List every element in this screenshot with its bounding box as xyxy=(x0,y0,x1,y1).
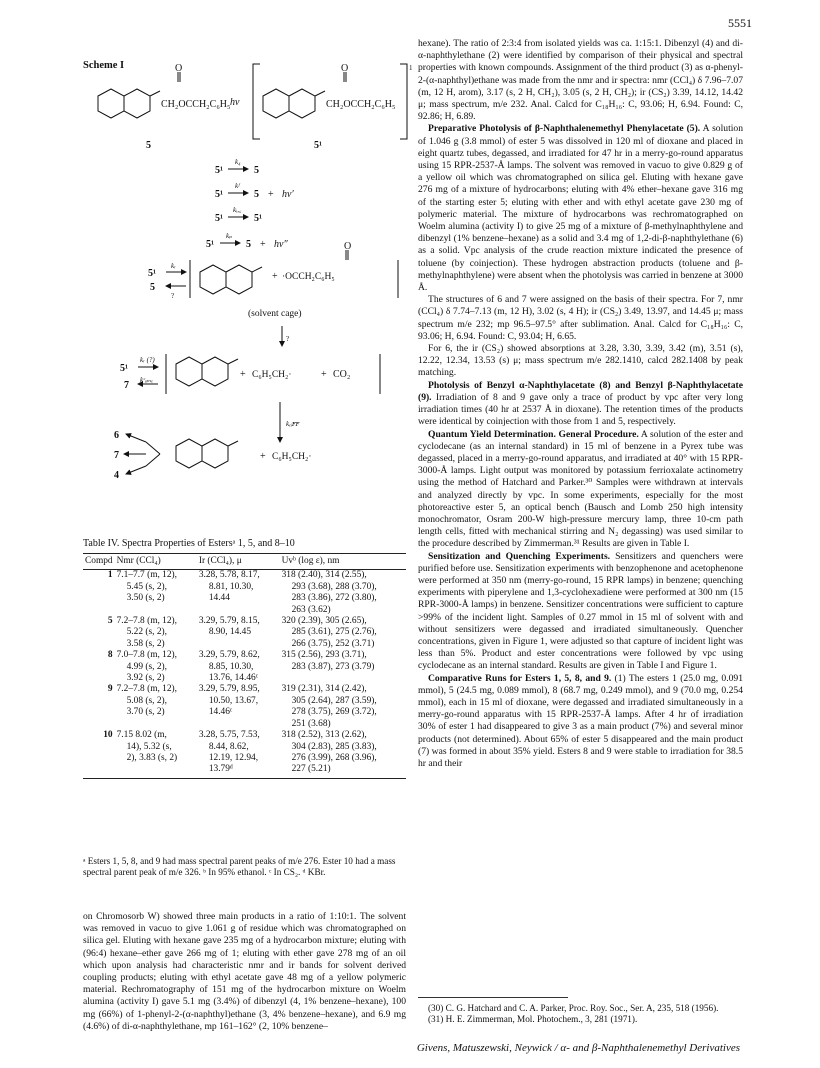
product-7: 7 xyxy=(114,450,119,461)
product-4: 4 xyxy=(114,470,119,481)
uv-cell: 319 (2.31), 314 (2.42), 305 (2.64), 287 (3.59), 278 (3.75), 269 (3.72), 251 (3.68) xyxy=(281,684,377,729)
col-header: Ir (CCl₄), μ xyxy=(197,554,280,570)
eq1-rate: k₄ xyxy=(235,158,241,166)
reaction-scheme xyxy=(78,62,413,517)
col-header: Nmr (CCl₄) xyxy=(115,554,197,570)
paragraph: Photolysis of Benzyl α-Naphthylacetate (8) and Benzyl β-Naphthylacetate (9). Irradiation of 8 and 9 gave only a trace of product by vpc after very long irradiation times (40 hr at 2537 Å in dioxane). The retention times of the products were identical by coinjection with those from 1 and 5, respectively. xyxy=(418,379,743,428)
nmr-cell: 7.0–7.8 (m, 12), 4.99 (s, 2), 3.92 (s, 2) xyxy=(116,650,178,684)
co2-label: CO₂ xyxy=(333,369,351,380)
pair2-plus-1: + xyxy=(240,369,246,380)
compd-cell: 8 xyxy=(107,650,113,661)
cage-question: ? xyxy=(286,335,290,343)
pair1-question: ? xyxy=(171,292,175,300)
pair1-reactant: 5¹ xyxy=(148,268,156,279)
acyloxy-oxygen: O xyxy=(344,241,352,252)
acyl-label-1: CH₂OCCH₂C₆H₅ xyxy=(161,99,231,110)
compd-cell: 9 xyxy=(107,684,113,695)
eq1-product: 5 xyxy=(254,165,259,176)
pair2-reactant: 5¹ xyxy=(120,363,128,374)
reference-item: (30) C. G. Hatchard and C. A. Parker, Proc. Roy. Soc., Ser. A, 235, 518 (1956). xyxy=(428,1003,719,1013)
eq2-hv: hν′ xyxy=(282,189,294,200)
left-column-text: on Chromosorb W) showed three main products in a ratio of 1:10:1. The solvent was removed in vacuo to give 1.061 g of residue which was chromatographed on silica gel. Eluting with hexane gave 235 mg of a hydrocarbon mixture; eluting with (96:4) hexane–ether gave 266 mg of 1; eluting with ether gave 278 mg of an oil which upon analysis had characteristic nmr and ir bands for solvent derived coupling products; eluting with ethyl acetate gave 48 mg of a yellow polymeric material. Rechromatography of 151 mg of the hydrocarbon mixture on Woelm alumina (activity I) gave 5.1 mg (3.4%) of dibenzyl (4, 1% benzene–hexane), 100 mg (66%) of 1-phenyl-2-(α-naphthyl)ethane (3, 4% benzene–hexane), and 6.9 mg (4.6%) of di-α-naphthylethane, mp 161–162° (2, 10% benzene– xyxy=(83,911,406,1032)
nmr-cell: 7.15 8.02 (m, 14), 5.32 (s, 2), 3.83 (s, 2) xyxy=(115,730,197,778)
references xyxy=(418,1003,743,1026)
eq1-reactant: 5¹ xyxy=(215,165,223,176)
paragraph: Sensitization and Quenching Experiments. Sensitizers and quenchers were purified before use. Sensitization experiments with benzophenone and acetophenone were performed at 350 nm (merry-go-round, 15 RPR lamps) in benzene; quenching experiments with piperylene and 1,3-cyclohexadiene were performed at 300 nm (15 RPR-3000-Å lamps) in benzene. Sensitizer concentrations were sufficient to capture >99% of the incident light. Samples of 0.27 mmol in 15 ml of solvent with and without sensitizers were degassed and irradiated simultaneously. Quencher concentrations, given in Figure 1, were adjusted so that capture of incident light was less than 5%. Product and ester concentrations were followed by vpc using cyclodecane as an internal standard. Results are given in Table I and Figure 1. xyxy=(418,550,744,672)
table-row xyxy=(83,650,406,684)
acyl-label-2: CH₂OCCH₂C₆H₅ xyxy=(326,99,396,110)
ir-cell: 3.28, 5.78, 8.17, 8.81, 10.30, 14.44 xyxy=(198,570,260,604)
ir-cell: 3.29, 5.79, 8.62, 8.85, 10.30, 13.76, 14.46ᶜ xyxy=(198,650,260,684)
compd-cell: 5 xyxy=(107,616,113,627)
final-benzyl-radical: C₆H₅CH₂· xyxy=(272,452,312,462)
running-footer: Givens, Matuszewski, Neywick / α- and β-Naphthalenemethyl Derivatives xyxy=(416,1042,740,1054)
pair2-7: 7 xyxy=(124,380,129,391)
compound-5-label: 5 xyxy=(146,140,151,151)
paragraph: Quantum Yield Determination. General Procedure. A solution of the ester and cyclodecane (as an internal standard) in 15 ml of benzene in a Pyrex tube was degassed, placed in a merry-go-round apparatus, and irradiated at 40° with 15 RPR-3000-Å lamps. Light output was monitored by potassium ferrioxalate actinometry using the method of Hatchard and Parker.³⁰ Samples were withdrawn at intervals and analyzed directly by vpc. In some experiments, especially for the most photoreactive ester 5, an optical bench (Bausch and Lomb 250 high intensity monochromator, Osram 200-W high-pressure mercury lamp, three 10-cm path length cells, fitted with mechanical stirring and N₂ degassing) was used similar to the procedure described by Zimmerman.³¹ Results are given in Table I. xyxy=(418,428,743,550)
singlet-superscript: 1 xyxy=(409,64,413,72)
table-row xyxy=(83,684,406,730)
eq2-plus: + xyxy=(268,189,274,200)
right-column-text xyxy=(418,38,743,770)
uv-cell: 320 (2.39), 305 (2.65), 285 (3.61), 275 (2.76), 266 (3.75), 252 (3.71) xyxy=(281,616,377,649)
table-row xyxy=(83,730,406,778)
eq2-product: 5 xyxy=(254,189,259,200)
eq4-plus: + xyxy=(260,239,266,250)
compd-cell: 10 xyxy=(83,730,115,778)
acyloxy-radical: ·OCCH₂C₆H₅ xyxy=(282,272,335,282)
eq2-reactant: 5¹ xyxy=(215,189,223,200)
eq2-rate: kᶠ xyxy=(235,182,240,190)
uv-cell: 318 (2.52), 313 (2.62), 304 (2.83), 285 (3.83), 276 (3.99), 268 (3.96), 227 (5.21) xyxy=(280,730,406,778)
col-header: Compd xyxy=(83,554,115,570)
compd-cell: 1 xyxy=(107,570,113,581)
eq4-reactant: 5¹ xyxy=(206,239,214,250)
final-plus: + xyxy=(260,451,266,462)
table-row xyxy=(83,570,406,616)
naphthalene-ring-excited xyxy=(263,89,325,118)
pair2-plus-2: + xyxy=(321,369,327,380)
diff-rate: kₑᵢꜰꜰ xyxy=(286,420,300,428)
pair1-5: 5 xyxy=(150,282,155,293)
reference-item: (31) H. E. Zimmerman, Mol. Photochem., 3, 281 (1971). xyxy=(428,1014,638,1025)
eq4-product: 5 xyxy=(246,239,251,250)
eq4-hv: hν″ xyxy=(274,239,288,250)
spectra-table xyxy=(83,553,406,779)
ir-cell: 3.29, 5.79, 8.95, 10.50, 13.67, 14.46ᶜ xyxy=(198,684,260,718)
uv-cell: 318 (2.40), 314 (2.55), 293 (3.68), 288 (3.70), 283 (3.86), 272 (3.80), 263 (3.62) xyxy=(281,570,377,615)
table-row xyxy=(83,616,406,650)
carbonyl-oxygen-2: O xyxy=(341,63,349,74)
eq3-reactant: 5¹ xyxy=(215,213,223,224)
pair2-kr: kᵣ (?) xyxy=(140,356,155,364)
paragraph: Comparative Runs for Esters 1, 5, 8, and 9. (1) The esters 1 (25.0 mg, 0.091 mmol), 5 (24.5 mg, 0.089 mmol), 8 (68.7 mg, 0.249 mmol), and 9 (70.0 mg, 0.254 mmol), each in 15 ml of dioxane, were degassed and irradiated simultaneously in a merry-go-round apparatus with 15 RPR-2537-Å lamps. After 4 hr of irradiation 30% of ester 1 had disappeared to give 3 as a main product (7%) and several minor products (not determined). About 65% of ester 5 disappeared and the main product (7) was formed in about 35% yield. Esters 8 and 9 were stable to irradiation for 38.5 hr and their xyxy=(418,672,743,769)
col-header: Uvᵇ (log ε), nm xyxy=(280,554,406,570)
naphthalene-ring xyxy=(98,89,160,118)
benzyl-radical: C₆H₅CH₂· xyxy=(252,370,292,380)
paragraph: hexane). The ratio of 2:3:4 from isolated yields was ca. 1:15:1. Dibenzyl (4) and di-α-naphthylethane (2) were identified by comparison of their physical and spectral properties with known compounds. Assignment of the third product (3) as α-phenyl-2-(α-naphthyl)ethane was made from the nmr and ir spectra: nmr (CCl₄) δ 7.96–7.07 (m, 12 H, arom), 3.17 (s, 2 H, CH₂), 3.05 (s, 2 H, CH₂); ir (CS₂) 3.39, 14.12, 14.42 μ; mass spectrum, m/e 232. Anal. Calcd for C₁₈H₁₆: C, 93.06; H, 6.94. Found: C, 92.86; H, 6.89. xyxy=(418,38,743,123)
footnote-rule xyxy=(418,997,568,998)
nmr-cell: 7.2–7.8 (m, 12), 5.08 (s, 2), 3.70 (s, 2) xyxy=(116,684,178,718)
paragraph: For 6, the ir (CS₂) showed absorptions at 3.28, 3.30, 3.39, 3.42 (m), 3.51 (s), 12.22, 12.34, 13.53 (s) μ; mass spectrum m/e 282.1410, calcd 282.1408 by peak matching. xyxy=(418,343,743,379)
paragraph: Preparative Photolysis of β-Naphthalenemethyl Phenylacetate (5). A solution of 1.046 g (3.8 mmol) of ester 5 was dissolved in 120 ml of dioxane and placed in eight quartz tubes, degassed, and irradiated for 47 hr in a merry-go-round apparatus using 15 RPR-2537-Å lamps. The solvent was removed in vacuo to give 0.829 g of a yellow oil which was chromatographed on silica gel. Eluting with hexane gave 276 mg of a mixture of hydrocarbons; eluting with 4% ether–hexane gave 316 mg of the starting ester 5; eluting with ether and with ethyl acetate gave 230 mg of polymeric material. The mixture of hydrocarbons was rechromatographed on Woelm alumina (activity I) to give 25 mg of a mixture of β-methylnaphthylene and dibenzyl (1% benzene–hexane) as a solid and 3.4 mg of 1,2-di-β-naphthylethane (6) as a solid. Vpc analysis of the crude reaction mixture indicated the presence of toluene (by coinjection). These hydrogen abstraction products (toluene and β-methylnaphthylene) were absent when the photolysis was carried in benzene at 3000 Å. xyxy=(418,123,743,294)
eq4-rate: kₚ xyxy=(226,232,232,240)
ir-cell: 3.29, 5.79, 8.15, 8.90, 14.45 xyxy=(198,616,260,638)
pair1-kr: kᵣ xyxy=(171,262,176,270)
carbonyl-oxygen-1: O xyxy=(175,63,183,74)
ir-cell: 3.28, 5.75, 7.53, 8.44, 8.62, 12.19, 12.94, 13.79ᵈ xyxy=(197,730,280,778)
table-footnote: ᵃ Esters 1, 5, 8, and 9 had mass spectral parent peaks of m/e 276. Ester 10 had a mass spectral parent peak of m/e 326. ᵇ In 95% ethanol. ᶜ In CS₂. ᵈ KBr. xyxy=(83,856,396,878)
pair1-plus: + xyxy=(272,271,278,282)
product-6: 6 xyxy=(114,430,119,441)
pair2-kcage: kᶜₐₘₑ xyxy=(140,376,154,384)
eq3-product: 5¹ xyxy=(254,213,262,224)
hv-label: hν xyxy=(230,97,240,108)
nmr-cell: 7.1–7.7 (m, 12), 5.45 (s, 2), 3.50 (s, 2) xyxy=(116,570,178,604)
scheme-title: Scheme I xyxy=(83,60,125,71)
page-number: 5551 xyxy=(728,16,752,30)
nmr-cell: 7.2–7.8 (m, 12), 5.22 (s, 2), 3.58 (s, 2) xyxy=(116,616,178,649)
uv-cell: 315 (2.56), 293 (3.71), 283 (3.87), 273 (3.79) xyxy=(281,650,375,672)
compound-51-label: 5¹ xyxy=(314,140,322,151)
solvent-cage-label: (solvent cage) xyxy=(248,309,302,319)
table-title: Table IV. Spectra Properties of Estersᵃ 1, 5, and 8–10 xyxy=(83,538,295,549)
paragraph: The structures of 6 and 7 were assigned on the basis of their spectra. For 7, nmr (CCl₄) δ 7.74–7.13 (m, 12 H), 3.02 (s, 4 H); ir (CS₂) 3.49, 13.97, and 14.45 μ; mass spectrum m/e 232; mp 96.5–97.5° after sublimation. Anal. Calcd for C₁₈H₁₆: C, 93.06; H, 6.94. Found: C, 93.04; H, 6.65. xyxy=(418,294,743,342)
eq3-rate: kᵢ,꜀ xyxy=(233,206,242,214)
